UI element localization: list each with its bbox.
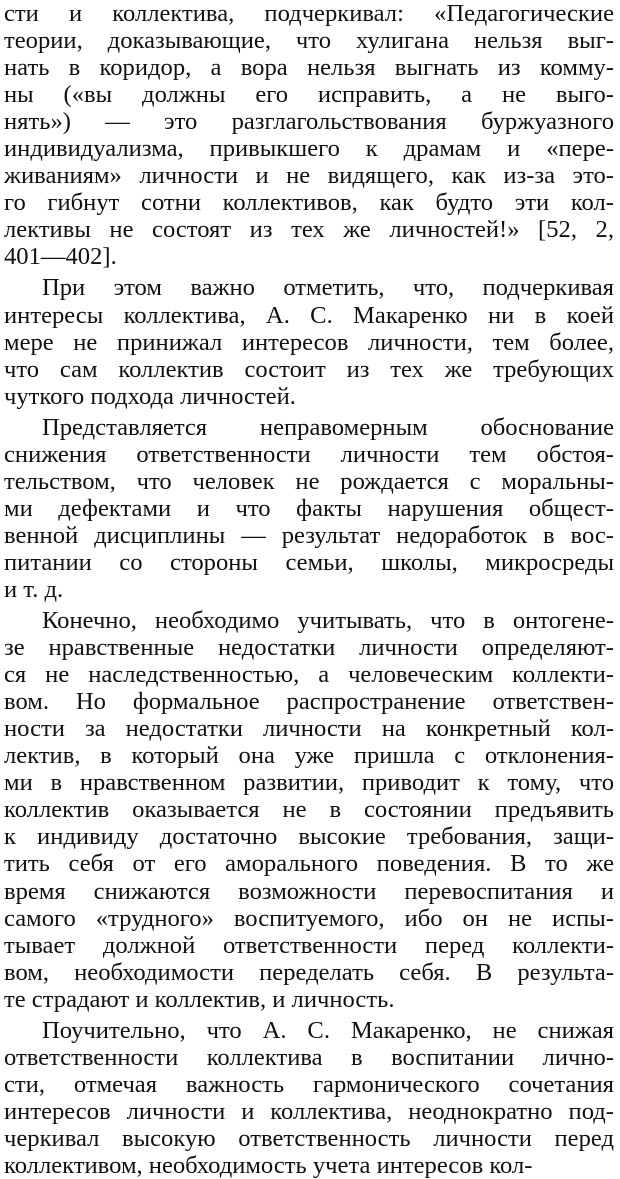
text-line: чуткого подхода личностей.	[4, 382, 296, 410]
text-line: живаниям» личности и не видящего, как из-за это-	[4, 162, 614, 190]
text-line: коллективом, необходимость учета интересов кол-	[4, 1151, 533, 1179]
text-line: те страдают и коллектив, и личность.	[4, 985, 395, 1013]
text-line: зе нравственные недостатки личности определяют-	[4, 634, 614, 662]
text-line: время снижаются возможности перевоспитания и	[4, 877, 614, 905]
text-line: ны («вы должны его исправить, а не выго-	[4, 81, 614, 109]
text-line: снижения ответственности личности тем обстоя-	[4, 440, 614, 468]
text-line: индивидуализма, привыкшего к драмам и «пере-	[4, 135, 614, 163]
text-line: к индивиду достаточно высокие требования, защи-	[4, 823, 614, 851]
text-line: го гибнут сотни коллективов, как будто эти кол-	[4, 189, 614, 217]
text-line: нать в коридор, а вора нельзя выгнать из комму-	[4, 54, 614, 82]
text-line: Конечно, необходимо учитывать, что в онтогене-	[42, 607, 614, 635]
paragraph	[4, 0, 614, 270]
text-line: вом. Но формальное распространение ответствен-	[4, 688, 614, 716]
text-line: и т. д.	[4, 575, 64, 603]
text-line: ответственности коллектива в воспитании лично-	[4, 1043, 614, 1071]
text-line: тывает должной ответственности перед коллекти-	[4, 931, 614, 959]
paragraph	[4, 274, 614, 409]
text-line: лектив, в который она уже пришла с отклонения-	[4, 742, 614, 770]
text-line: ми в нравственном развитии, приводит к тому, что	[4, 769, 614, 797]
text-line: тельством, что человек не рождается с моральны-	[4, 467, 614, 495]
text-line: тить себя от его аморального поведения. В то же	[4, 850, 614, 878]
text-line: нять») — это разглагольствования буржуазного	[4, 108, 614, 136]
text-line: Представляется неправомерным обоснование	[42, 413, 614, 441]
text-line: коллектив оказывается не в состоянии предъявить	[4, 796, 614, 824]
book-page	[4, 0, 614, 1179]
paragraph	[4, 414, 614, 603]
text-line: что сам коллектив состоит из тех же требующих	[4, 355, 614, 383]
text-line: сти, отмечая важность гармонического сочетания	[4, 1070, 614, 1098]
text-line: ми дефектами и что факты нарушения общест-	[4, 494, 614, 522]
text-line: интересы коллектива, А. С. Макаренко ни в коей	[4, 301, 614, 329]
text-line: самого «трудного» воспитуемого, ибо он не испы-	[4, 904, 614, 932]
text-line: мере не принижал интересов личности, тем более,	[4, 328, 614, 356]
text-line: венной дисциплины — результат недоработок в вос-	[4, 521, 614, 549]
text-line: 401—402].	[4, 243, 117, 271]
text-line: черкивал высокую ответственность личности перед	[4, 1124, 614, 1152]
text-line: лективы не состоят из тех же личностей!» [52, 2,	[4, 216, 614, 244]
paragraph	[4, 607, 614, 1013]
text-line: ности за недостатки личности на конкретный кол-	[4, 715, 614, 743]
text-line: питании со стороны семьи, школы, микросреды	[4, 548, 614, 576]
text-line: ся не наследственностью, а человеческим коллекти-	[4, 661, 614, 689]
text-line: интересов личности и коллектива, неоднократно под-	[4, 1097, 614, 1125]
text-line: сти и коллектива, подчеркивал: «Педагогические	[4, 0, 614, 27]
paragraph	[4, 1017, 614, 1179]
text-line: Поучительно, что А. С. Макаренко, не снижая	[42, 1016, 614, 1044]
text-line: вом, необходимости переделать себя. В результа-	[4, 958, 614, 986]
text-line: теории, доказывающие, что хулигана нельзя выг-	[4, 27, 614, 55]
text-line: При этом важно отметить, что, подчеркивая	[42, 274, 614, 302]
